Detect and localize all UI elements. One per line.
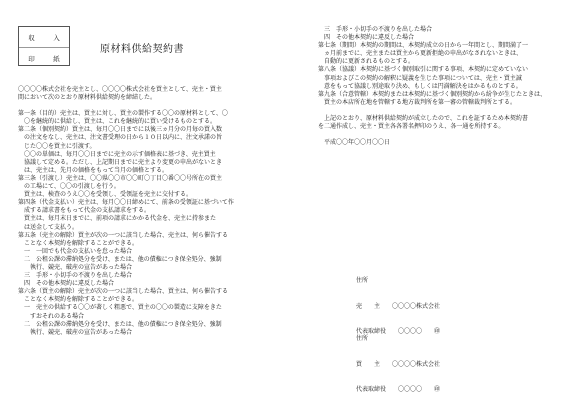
seller-representative: 代表取締役 〇〇〇〇 ㊞ — [356, 328, 441, 335]
text-line: は、売主は、先月の価格をもって当月の価格とする。 — [18, 166, 169, 174]
text-line: 成する請求書をもって代金の支払請求をする。 — [18, 207, 151, 215]
text-line: 買主の本店所在地を管轄する地方裁判所を第一審の管轄裁判所とする。 — [318, 98, 517, 106]
text-line: すおそれのある場合 — [18, 312, 85, 320]
text-line: 第七条（期間）本契約の期間は、本契約成立の日から一年間とし、期間満了一 — [318, 42, 529, 50]
text-line: 間において次のとおり原材料供給契約を締結した。 — [18, 94, 157, 102]
text-line: 一 売主の供給する〇〇が著しく粗悪で、買主の〇〇の製造に支障をきた — [18, 304, 222, 312]
text-line: を二通作成し、売主・買主各各署名押印のうえ、各一通を所持する。 — [318, 123, 505, 131]
text-line: 〇〇の単価は、毎月〇〇日までに売主の示す価格表に基づき、売主買主 — [18, 150, 216, 158]
text-line: 平成〇〇年〇〇月〇〇日 — [318, 139, 391, 147]
text-line — [318, 107, 570, 115]
text-line: 二 公租公課の滞納処分を受け、または、他の債権につき保全処分、強制 — [18, 320, 222, 328]
buyer-address-label: 住所 — [356, 335, 369, 342]
text-line: ことなく本契約を解除することができる。 — [18, 296, 139, 304]
text-line: 一 一回でも代金の支払いを怠った場合 — [18, 247, 133, 255]
right-column — [318, 26, 570, 147]
stamp-label: 紙 — [53, 54, 60, 63]
text-line: 第五条（売主の解除）買主が次の一つに該当した場合、売主は、何ら催告する — [18, 231, 229, 239]
text-line: ことなく本契約を解除することができる。 — [18, 239, 139, 247]
buyer-representative: 代表取締役 〇〇〇〇 ㊞ — [356, 386, 441, 393]
text-line: の注文をなし、売主は、注文書受理の日から１０日以内に、注文承諾の旨 — [18, 134, 223, 142]
text-line: は送金して支払う。 — [18, 223, 79, 231]
text-line: 三 手形・小切手の不渡りを出した場合 — [318, 26, 433, 33]
text-line: 第三条（引渡し）売主は、〇〇県〇〇市〇〇町〇丁目〇番〇〇号所在の買主 — [18, 174, 223, 182]
text-line: 二 公租公課の滞納処分を受け、または、他の債権につき保全処分、強制 — [18, 255, 222, 263]
document-title: 原材料供給契約書 — [100, 44, 184, 55]
text-line: 第六条（買主の解除）売主が次の一つに該当した場合、買主は、何ら催告する — [18, 288, 229, 296]
text-line: 第四条（代金支払い）売主は、毎月〇〇日締めにて、前条の受領証に基づいて作 — [18, 199, 234, 207]
stamp-label: 印 — [28, 54, 35, 63]
text-line: 意をもって協議し別途取り決め、もしくは円満解決をはかるものとする。 — [318, 82, 522, 90]
text-line: の工場にて、〇〇の引渡しを行う。 — [18, 183, 120, 191]
text-line: 事項およびこの契約の解釈に疑義を生じた事項については、売主・買主誠 — [318, 74, 522, 82]
text-line: 〇を継続的に供給し、買主は、これを継続的に買い受けるものとする。 — [18, 118, 217, 126]
text-line: 第二条（個別契約）買主は、毎月〇〇日までに以後三ヵ月分の月毎の買入数 — [18, 126, 223, 134]
stamp-row-top — [19, 27, 69, 47]
stamp-row-bottom — [19, 47, 69, 68]
text-line: 買主は、毎月末日までに、前項の請求にかかる代金を、売主に持参また — [18, 215, 217, 223]
text-line: 四 その他本契約に違反した場合 — [318, 34, 415, 42]
seller-address-label: 住所 — [356, 277, 369, 284]
stamp-label: 収 — [28, 33, 35, 42]
revenue-stamp-box — [18, 26, 70, 66]
text-line: 第九条（合意管轄）本契約または本契約に基づく個別契約から紛争が生じたときは、 — [318, 90, 547, 98]
text-line: じた〇〇を買主に引渡す。 — [18, 142, 96, 150]
text-line — [18, 102, 286, 110]
buyer-signature-block — [356, 318, 440, 412]
text-line: 執行、競売、破産の宣告があった場合 — [18, 263, 132, 271]
text-line: 第八条（協議）本契約に基づく個別取引に関する事項、本契約に定めていない — [318, 66, 529, 74]
text-line: 買主は、検査のうえ〇〇を受領し、受領証を売主に交付する。 — [18, 191, 193, 199]
text-line: 四 その他本契約に違反した場合 — [18, 280, 115, 288]
text-line: 〇〇〇〇株式会社を売主とし、〇〇〇〇株式会社を買主として、売主・買主 — [18, 86, 222, 93]
buyer-name: 買 主 〇〇〇〇株式会社 — [356, 360, 441, 368]
text-line: 三 手形・小切手の不渡りを出した場合 — [18, 272, 133, 280]
stamp-label: 入 — [53, 33, 60, 42]
text-line: 第一条（目的）売主は、買主に対し、買主の製作する〇〇の原材料として、〇 — [18, 110, 228, 118]
text-line — [318, 131, 570, 139]
text-line: 上記のとおり、原材料供給契約が成立したので、これを証するため本契約書 — [318, 114, 528, 122]
text-line: 執行、競売、破産の宣告があった場合 — [18, 328, 132, 336]
left-column — [18, 86, 286, 337]
text-line: 協議して定める。ただし、上記期日までに売主より変更の申出がないとき — [18, 158, 223, 166]
seller-name: 売 主 〇〇〇〇株式会社 — [356, 302, 441, 310]
text-line: ヵ月前までに、売主または買主から更新拒絶の申出がなされないときは、 — [318, 50, 523, 58]
text-line: 自動的に更新されるものとする。 — [318, 58, 415, 66]
